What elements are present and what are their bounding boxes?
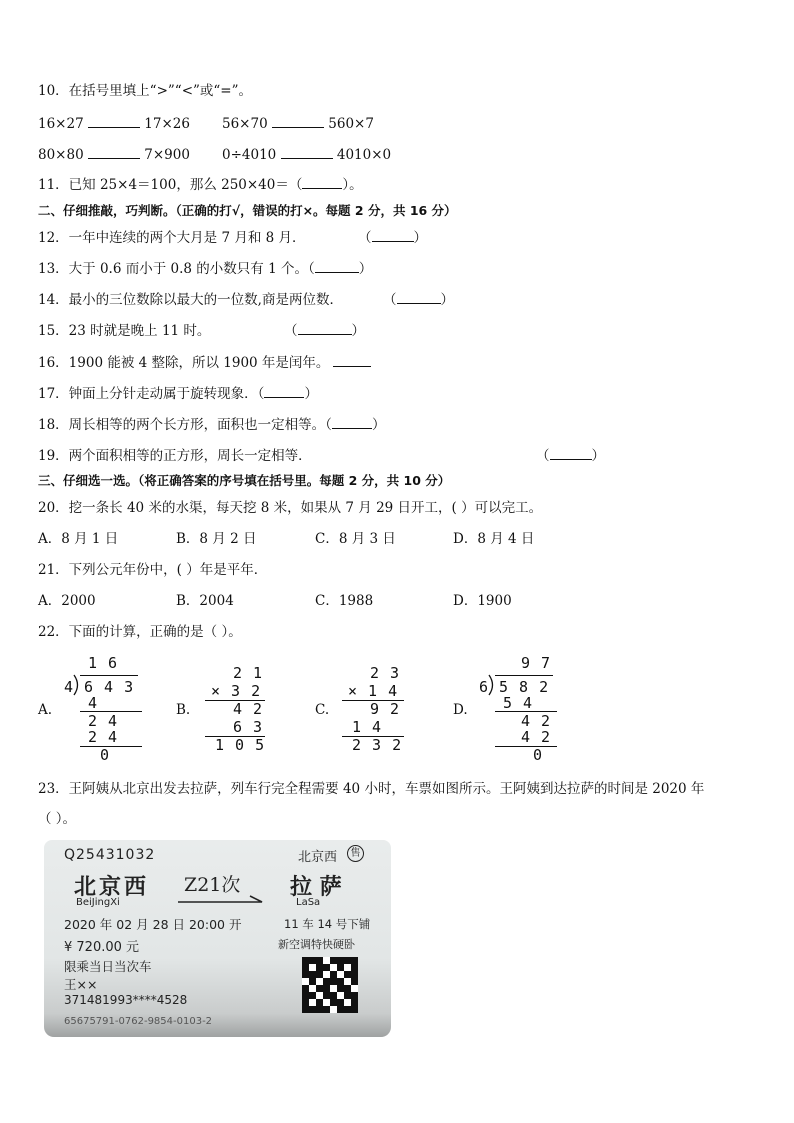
q22-d-long-division xyxy=(477,654,567,764)
answer-blank[interactable] xyxy=(397,291,441,304)
answer-blank[interactable] xyxy=(88,114,140,128)
answer-blank[interactable] xyxy=(550,447,592,460)
q10-expr: 16×27 xyxy=(38,116,84,132)
dividend: 5 8 2 xyxy=(499,678,550,696)
quotient: 1 6 xyxy=(88,654,119,672)
q10-row1-right xyxy=(222,114,374,133)
q21-option-a[interactable]: A．2000 xyxy=(38,593,96,609)
q17-text: 17．钟面上分针走动属于旋转现象．（ xyxy=(38,386,265,402)
ticket-code: Q25431032 xyxy=(64,847,156,863)
dividend: 6 4 3 xyxy=(84,678,135,696)
ticket-from-pinyin: BeiJingXi xyxy=(76,897,120,908)
answer-blank[interactable] xyxy=(264,385,304,398)
q19 xyxy=(38,447,605,465)
answer-paren xyxy=(536,447,605,465)
step-subtract: 2 4 xyxy=(88,728,119,746)
multiplicand: 2 1 xyxy=(233,664,264,682)
arrow-icon xyxy=(176,894,271,906)
q10-expr: 560×7 xyxy=(328,116,374,132)
q13-text: 13．大于 0.6 而小于 0.8 的小数只有 1 个。（ xyxy=(38,261,315,277)
multiplicand: 2 3 xyxy=(370,664,401,682)
q23-text: 23．王阿姨从北京出发去拉萨，列车行完全程需要 40 小时，车票如图所示。王阿姨到达拉萨的时间是 2020 年 xyxy=(38,781,705,797)
section-2-heading: 二、仔细推敲，巧判断。（正确的打√，错误的打×。每题 2 分，共 16 分） xyxy=(38,203,457,218)
q22-option-b[interactable]: B. xyxy=(176,702,191,718)
divisor: 4 xyxy=(64,678,75,696)
final-remainder: 0 xyxy=(533,746,544,764)
answer-blank[interactable] xyxy=(272,114,324,128)
ticket-station-corner: 北京西 xyxy=(298,850,338,865)
qr-code-icon xyxy=(302,957,358,1013)
q14-text: 14．最小的三位数除以最大的一位数,商是两位数． xyxy=(38,292,343,308)
quotient: 9 7 xyxy=(521,654,552,672)
q10-row1-left xyxy=(38,114,190,133)
answer-blank[interactable] xyxy=(333,354,371,367)
q12-text: 12．一年中连续的两个大月是 7 月和 8 月． xyxy=(38,230,306,246)
q11-close: ）。 xyxy=(342,177,363,193)
q14 xyxy=(38,291,454,309)
paren-open: （ xyxy=(358,230,372,246)
q10-expr: 0÷4010 xyxy=(222,147,277,163)
partial-product: 9 2 xyxy=(370,700,401,718)
multiplier: × 3 2 xyxy=(211,682,262,700)
answer-blank[interactable] xyxy=(302,176,342,189)
answer-paren xyxy=(284,322,365,340)
q22-a-long-division xyxy=(62,654,152,764)
ticket-train: Z21次 xyxy=(184,874,241,896)
section-3-heading: 三、仔细选一选。（将正确答案的序号填在括号里。每题 2 分，共 10 分） xyxy=(38,473,451,488)
division-bracket-icon xyxy=(487,673,497,697)
q10-expr: 7×900 xyxy=(144,147,190,163)
partial-product: 6 3 xyxy=(233,718,264,736)
q16-text: 16．1900 能被 4 整除，所以 1900 年是闰年。 xyxy=(38,355,330,371)
q10-expr: 4010×0 xyxy=(336,147,392,163)
product: 1 0 5 xyxy=(215,736,266,754)
paren-open: （ xyxy=(383,292,397,308)
step-remainder: 4 2 xyxy=(521,712,552,730)
ticket-seat-type: 新空调特快硬卧 xyxy=(278,938,355,951)
q23-answer[interactable]: （ ）。 xyxy=(38,811,77,827)
ticket-price: ¥ 720.00 元 xyxy=(64,940,140,955)
q22-b-multiplication xyxy=(205,664,285,764)
ticket-note: 限乘当日当次车 xyxy=(64,959,152,974)
q22-option-a[interactable]: A. xyxy=(38,702,53,718)
q22-option-c[interactable]: C. xyxy=(315,702,330,718)
answer-blank[interactable] xyxy=(332,416,372,429)
ticket-serial: 65675791-0762-9854-0103-2 xyxy=(64,1016,213,1027)
divisor: 6 xyxy=(479,678,490,696)
step-subtract: 5 4 xyxy=(503,694,534,712)
answer-blank[interactable] xyxy=(88,145,140,159)
ticket-from: 北京西 xyxy=(74,875,150,900)
q12 xyxy=(38,229,427,247)
answer-blank[interactable] xyxy=(281,145,333,159)
q21-option-b[interactable]: B．2004 xyxy=(176,593,234,609)
answer-blank[interactable] xyxy=(315,260,359,273)
ticket-to: 拉 萨 xyxy=(290,875,342,900)
paren-close: ） xyxy=(304,386,318,402)
partial-product: 1 4 xyxy=(352,718,383,736)
q10-title: 10．在括号里填上“>”“<”或“=”。 xyxy=(38,83,253,99)
q15-text: 15．23 时就是晚上 11 时。 xyxy=(38,323,211,339)
q20-option-b[interactable]: B．8 月 2 日 xyxy=(176,531,257,547)
ticket-passenger-name: 王×× xyxy=(64,977,98,992)
step-subtract: 4 xyxy=(88,694,99,712)
paren-open: （ xyxy=(536,448,550,464)
q22-c-multiplication xyxy=(342,664,422,764)
paren-close: ） xyxy=(440,292,454,308)
q21-text: 21．下列公元年份中，( ）年是平年． xyxy=(38,562,268,578)
q22-text: 22．下面的计算，正确的是（ ）。 xyxy=(38,624,242,640)
q21-option-c[interactable]: C．1988 xyxy=(315,593,374,609)
q15 xyxy=(38,322,365,340)
paren-close: ） xyxy=(413,230,427,246)
q20-option-d[interactable]: D．8 月 4 日 xyxy=(453,531,535,547)
ticket-id-number: 371481993****4528 xyxy=(64,993,188,1007)
multiplier: × 1 4 xyxy=(348,682,399,700)
q10-expr: 80×80 xyxy=(38,147,84,163)
q13 xyxy=(38,260,372,278)
paren-open: （ xyxy=(284,323,298,339)
final-remainder: 0 xyxy=(100,746,111,764)
step-remainder: 2 4 xyxy=(88,712,119,730)
q10-expr: 56×70 xyxy=(222,116,268,132)
q10-row2-left xyxy=(38,145,190,164)
ticket-seat: 11 车 14 号下铺 xyxy=(284,917,371,931)
q16 xyxy=(38,354,371,372)
product: 2 3 2 xyxy=(352,736,403,754)
sale-stamp-icon: 售 xyxy=(347,845,364,862)
paren-close: ） xyxy=(371,417,386,433)
division-bracket-icon xyxy=(72,673,82,697)
q18-text: 18．周长相等的两个长方形，面积也一定相等。（ xyxy=(38,417,332,433)
answer-paren xyxy=(358,229,427,247)
q20-text: 20．挖一条长 40 米的水渠，每天挖 8 米，如果从 7 月 29 日开工，( ）可以完工。 xyxy=(38,500,543,516)
q20-option-a[interactable]: A．8 月 1 日 xyxy=(38,531,119,547)
answer-blank[interactable] xyxy=(298,322,352,335)
q19-text: 19．两个面积相等的正方形，周长一定相等． xyxy=(38,448,312,464)
q20-option-c[interactable]: C．8 月 3 日 xyxy=(315,531,396,547)
q11-text: 11．已知 25×4＝100，那么 250×40＝（ xyxy=(38,177,303,193)
answer-blank[interactable] xyxy=(372,229,414,242)
ticket-to-pinyin: LaSa xyxy=(296,897,321,908)
paren-close: ） xyxy=(351,323,365,339)
q17 xyxy=(38,385,318,403)
partial-product: 4 2 xyxy=(233,700,264,718)
ticket-datetime: 2020 年 02 月 28 日 20:00 开 xyxy=(64,917,242,932)
q18 xyxy=(38,416,385,434)
train-ticket-image xyxy=(44,840,391,1037)
step-subtract: 4 2 xyxy=(521,728,552,746)
paren-close: ） xyxy=(358,261,373,277)
paren-close: ） xyxy=(591,448,605,464)
q22-option-d[interactable]: D. xyxy=(453,702,468,718)
q10-row2-right xyxy=(222,145,391,164)
answer-paren xyxy=(383,291,454,309)
q21-option-d[interactable]: D．1900 xyxy=(453,593,512,609)
q10-expr: 17×26 xyxy=(144,116,190,132)
q11 xyxy=(38,176,363,194)
